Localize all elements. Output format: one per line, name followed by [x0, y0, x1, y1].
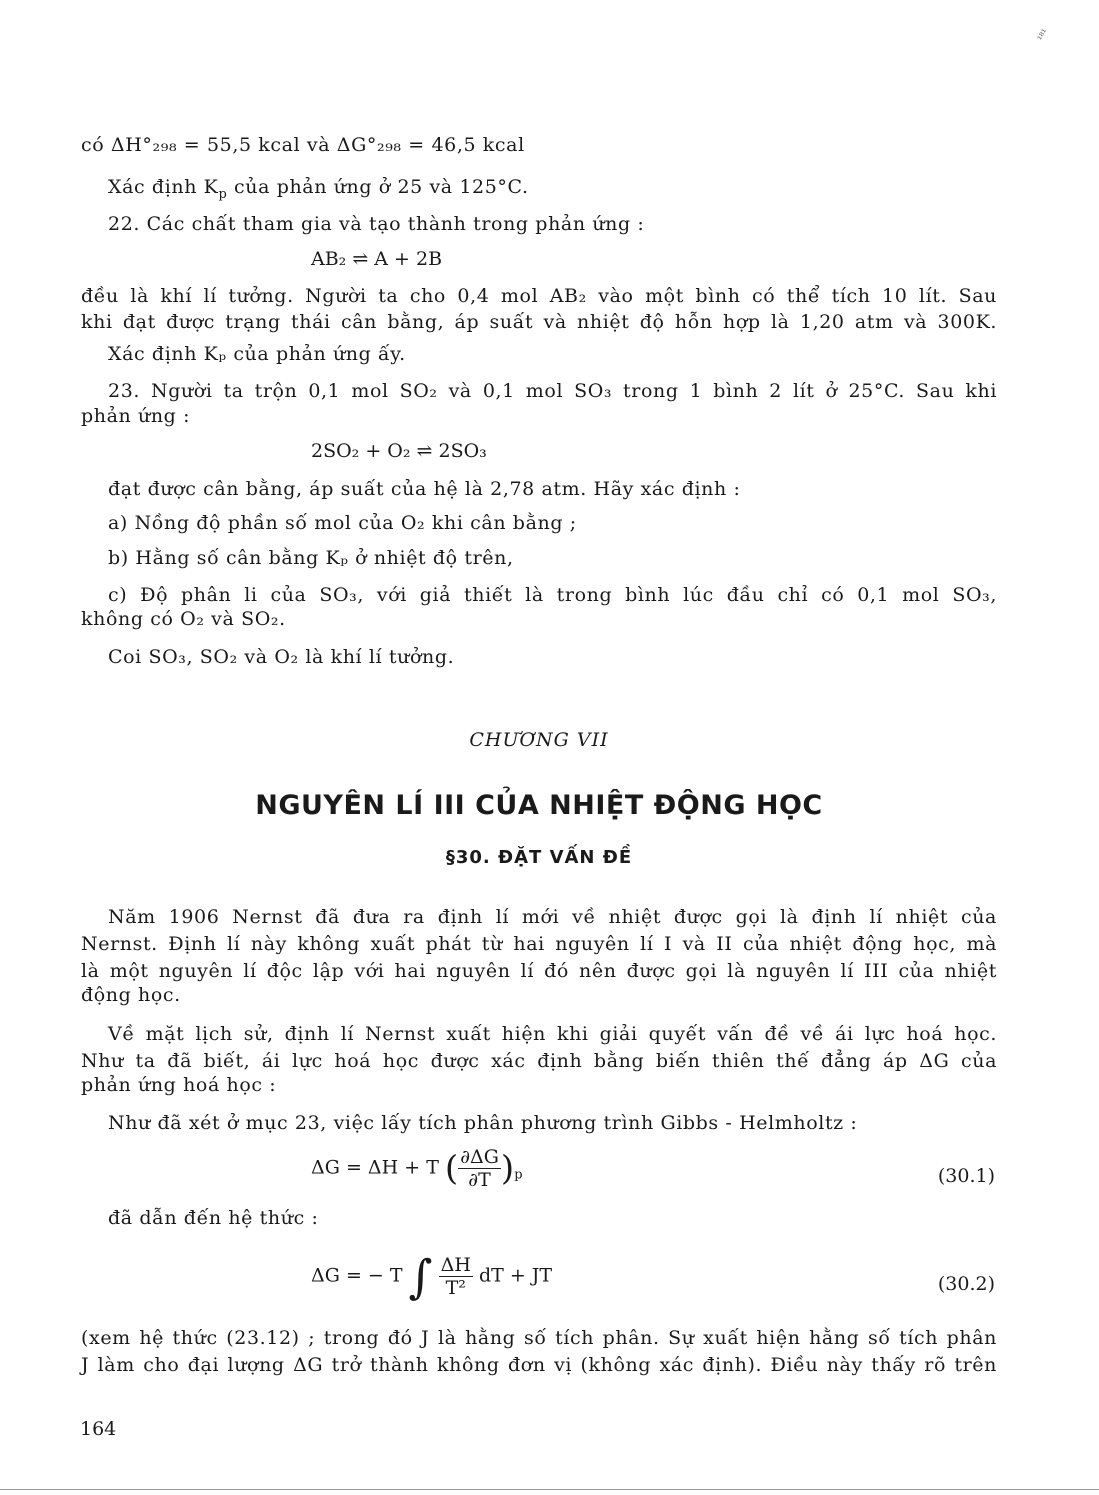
equation-30-1: ΔG = ΔH + T ( $\frac{\partial\Delta G}{\partial T}$ )$_p$	[311, 1146, 523, 1191]
text-line: c) Độ phân li của SO₃, với giả thiết là trong bình lúc đầu chỉ có 0,1 mol SO₃,	[108, 584, 997, 606]
text-line: không có O₂ và SO₂.	[81, 608, 286, 630]
text-line: J làm cho đại lượng ΔG trở thành không đơn vị (không xác định). Điều này thấy rõ trên	[81, 1354, 997, 1376]
text-line: Năm 1906 Nernst đã đưa ra định lí mới về nhiệt được gọi là định lí nhiệt của	[108, 906, 997, 928]
text-line: đã dẫn đến hệ thức :	[108, 1207, 319, 1229]
text-line: a) Nồng độ phần số mol của O₂ khi cân bằng ;	[108, 512, 577, 534]
text-line: đạt được cân bằng, áp suất của hệ là 2,78 atm. Hãy xác định :	[108, 478, 741, 500]
chapter-label: CHƯƠNG VII	[469, 729, 609, 751]
text-line: động học.	[81, 984, 181, 1006]
text-line: 22. Các chất tham gia và tạo thành trong phản ứng :	[108, 213, 645, 235]
text-line: Coi SO₃, SO₂ và O₂ là khí lí tưởng.	[108, 646, 455, 668]
section-title: §30. ĐẶT VẤN ĐỀ	[445, 847, 633, 868]
text-line: Xác định Kₚ của phản ứng ấy.	[108, 343, 406, 365]
chapter-title: NGUYÊN LÍ III CỦA NHIỆT ĐỘNG HỌC	[255, 790, 823, 821]
text-line: Như ta đã biết, ái lực hoá học được xác định bằng biến thiên thế đẳng áp ΔG của	[81, 1050, 997, 1072]
reaction-equation: AB₂ ⇌ A + 2B	[311, 248, 443, 270]
text-line: 23. Người ta trộn 0,1 mol SO₂ và 0,1 mol SO₃ trong 1 bình 2 lít ở 25°C. Sau khi	[108, 380, 997, 402]
equation-number: (30.2)	[937, 1273, 995, 1295]
equation-30-2: ΔG = − T ∫ $\frac{\Delta H}{\text{T²}}$ dT + JT	[311, 1249, 553, 1304]
page-number: 164	[80, 1418, 117, 1440]
text-line: phản ứng hoá học :	[81, 1074, 277, 1096]
text-line: Xác định $K_p$ của phản ứng ở 25 và 125°C.	[108, 176, 529, 202]
text-line: đều là khí lí tưởng. Người ta cho 0,4 mol AB₂ vào một bình có thể tích 10 lít. Sau	[81, 285, 997, 307]
text-line: phản ứng :	[81, 405, 191, 427]
equation-number: (30.1)	[937, 1165, 995, 1187]
text-line: khi đạt được trạng thái cân bằng, áp suất và nhiệt độ hỗn hợp là 1,20 atm và 300K.	[81, 311, 997, 333]
text-line: Nernst. Định lí này không xuất phát từ hai nguyên lí I và II của nhiệt động học, mà	[81, 933, 997, 955]
corner-mark: ¹⁸¹	[1036, 27, 1052, 44]
text-line: Về mặt lịch sử, định lí Nernst xuất hiện khi giải quyết vấn đề về ái lực hoá học.	[108, 1023, 997, 1045]
reaction-equation: 2SO₂ + O₂ ⇌ 2SO₃	[311, 440, 487, 462]
text-line: Như đã xét ở mục 23, việc lấy tích phân phương trình Gibbs - Helmholtz :	[108, 1112, 858, 1134]
text-line: (xem hệ thức (23.12) ; trong đó J là hằng số tích phân. Sự xuất hiện hằng số tích phân	[81, 1327, 997, 1349]
text-line: b) Hằng số cân bằng Kₚ ở nhiệt độ trên,	[108, 547, 514, 569]
text-line: có ΔH°₂₉₈ = 55,5 kcal và ΔG°₂₉₈ = 46,5 kcal	[81, 134, 525, 156]
page-edge-rule	[0, 1489, 1099, 1490]
text-line: là một nguyên lí độc lập với hai nguyên lí đó nên được gọi là nguyên lí III của nhiệt	[81, 960, 997, 982]
integrand-fraction: $\frac{\Delta H}{\text{T²}}$	[440, 1254, 471, 1299]
partial-fraction: $\frac{\partial\Delta G}{\partial T}$	[460, 1146, 499, 1191]
